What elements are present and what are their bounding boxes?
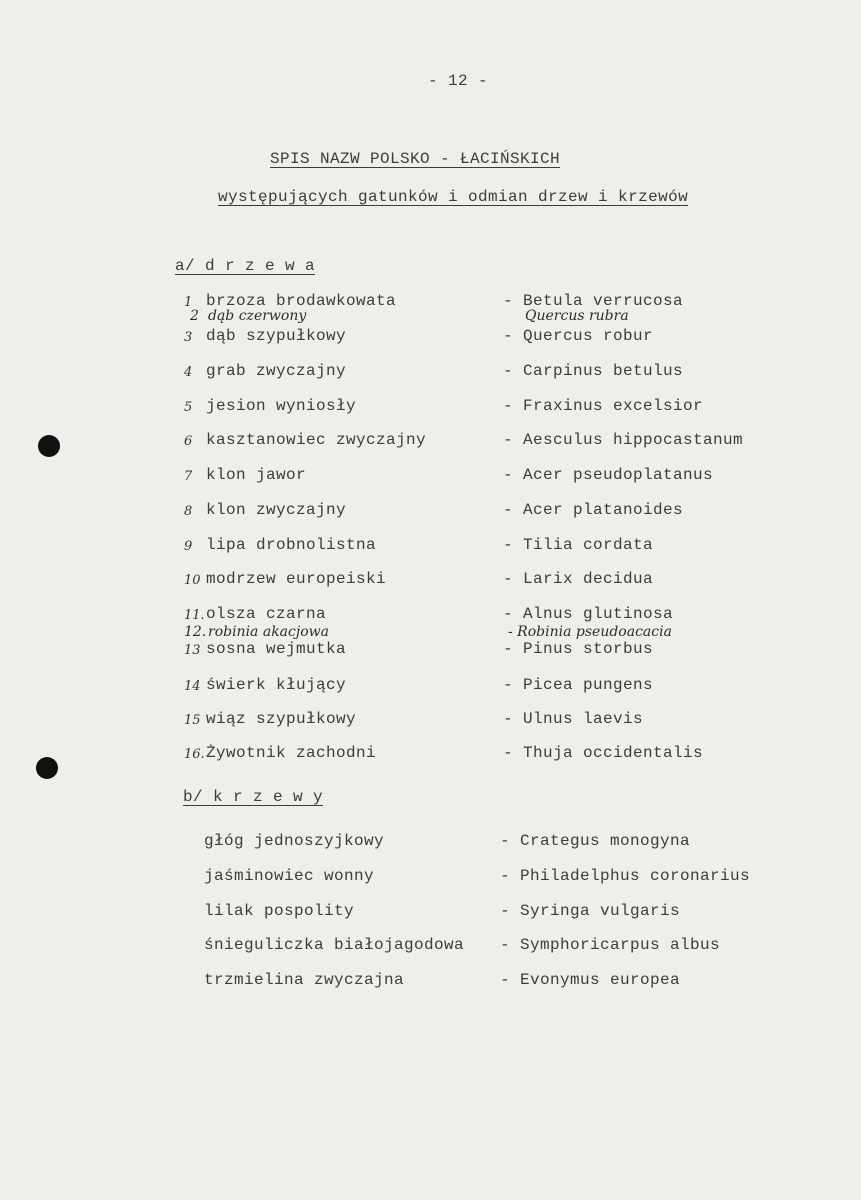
polish-name: dąb szypułkowy xyxy=(206,327,347,345)
latin-name: - Symphoricarpus albus xyxy=(500,936,721,954)
polish-name: świerk kłujący xyxy=(206,676,347,694)
polish-name: brzoza brodawkowata xyxy=(206,292,397,310)
row-number: 5 xyxy=(184,400,193,415)
section-a-heading: a/ d r z e w a xyxy=(175,257,316,275)
row-number: 8 xyxy=(184,504,193,519)
row-number: 11. xyxy=(184,608,205,623)
latin-name: - Tilia cordata xyxy=(503,536,654,554)
polish-name: lilak pospolity xyxy=(204,902,355,920)
latin-name: - Pinus storbus xyxy=(503,640,654,658)
polish-name: jesion wyniosły xyxy=(206,397,357,415)
row-number: 9 xyxy=(184,539,193,554)
latin-name: - Evonymus europea xyxy=(500,971,681,989)
latin-name: - Syringa vulgaris xyxy=(500,902,681,920)
latin-name: - Philadelphus coronarius xyxy=(500,867,751,885)
polish-name: grab zwyczajny xyxy=(206,362,347,380)
polish-name: klon zwyczajny xyxy=(206,501,347,519)
latin-name: - Fraxinus excelsior xyxy=(503,397,704,415)
latin-name: - Thuja occidentalis xyxy=(503,744,704,762)
latin-name: - Quercus robur xyxy=(503,327,654,345)
row-number: 16. xyxy=(184,747,205,762)
document-subtitle: występujących gatunków i odmian drzew i krzewów xyxy=(218,188,689,206)
latin-name: - Picea pungens xyxy=(503,676,654,694)
latin-name: - Acer platanoides xyxy=(503,501,684,519)
row-number: 7 xyxy=(184,469,193,484)
handwritten-number: 2 xyxy=(190,308,199,324)
polish-name: olsza czarna xyxy=(206,605,327,623)
polish-name: wiąz szypułkowy xyxy=(206,710,357,728)
polish-name: klon jawor xyxy=(206,466,307,484)
latin-name: - Aesculus hippocastanum xyxy=(503,431,744,449)
latin-name: - Larix decidua xyxy=(503,570,654,588)
page-number: - 12 - xyxy=(428,72,489,90)
polish-name: śnieguliczka białojagodowa xyxy=(204,936,465,954)
polish-name: głóg jednoszyjkowy xyxy=(204,832,385,850)
latin-name: - Carpinus betulus xyxy=(503,362,684,380)
row-number: 13 xyxy=(184,643,201,658)
row-number: 6 xyxy=(184,434,193,449)
latin-name: - Betula verrucosa xyxy=(503,292,684,310)
punch-hole-bottom xyxy=(36,757,58,779)
row-number: 1 xyxy=(184,295,193,310)
row-number: 14 xyxy=(184,679,201,694)
handwritten-polish-name: dąb czerwony xyxy=(208,308,307,324)
polish-name: modrzew europeiski xyxy=(206,570,387,588)
polish-name: kasztanowiec zwyczajny xyxy=(206,431,427,449)
document-title: SPIS NAZW POLSKO - ŁACIŃSKICH xyxy=(270,150,561,168)
latin-name: - Crategus monogyna xyxy=(500,832,691,850)
row-number: 4 xyxy=(184,365,193,380)
polish-name: Żywotnik zachodni xyxy=(206,744,377,762)
handwritten-latin-name: Quercus rubra xyxy=(525,308,629,324)
polish-name: jaśminowiec wonny xyxy=(204,867,375,885)
handwritten-number: 12. xyxy=(184,624,207,640)
punch-hole-top xyxy=(38,435,60,457)
row-number: 15 xyxy=(184,713,201,728)
polish-name: lipa drobnolistna xyxy=(206,536,377,554)
handwritten-latin-name: - Robinia pseudoacacia xyxy=(508,624,672,640)
polish-name: sosna wejmutka xyxy=(206,640,347,658)
section-b-heading: b/ k r z e w y xyxy=(183,788,324,806)
handwritten-polish-name: robinia akacjowa xyxy=(208,624,329,640)
row-number: 3 xyxy=(184,330,193,345)
latin-name: - Ulnus laevis xyxy=(503,710,644,728)
latin-name: - Alnus glutinosa xyxy=(503,605,674,623)
row-number: 10 xyxy=(184,573,201,588)
latin-name: - Acer pseudoplatanus xyxy=(503,466,714,484)
polish-name: trzmielina zwyczajna xyxy=(204,971,405,989)
